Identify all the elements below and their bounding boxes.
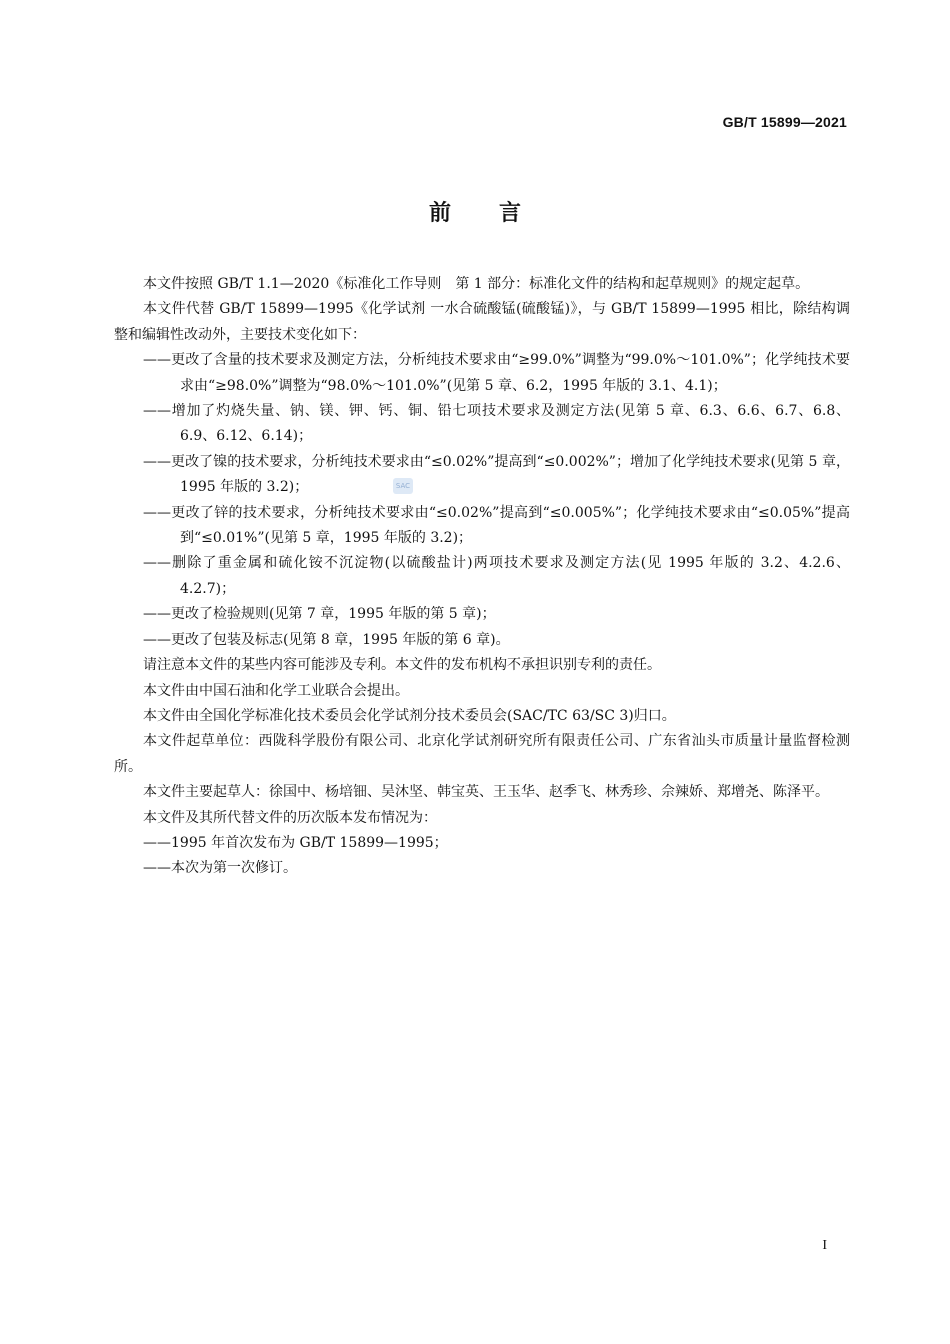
list-item: ——增加了灼烧失量、钠、镁、钾、钙、铜、铅七项技术要求及测定方法(见第 5 章、6.3、6.6、6.7、6.8、6.9、6.12、6.14)； — [143, 403, 850, 445]
list-item: ——更改了锌的技术要求，分析纯技术要求由“≤0.02%”提高到“≤0.005%”；化学纯技术要求由“≤0.05%”提高到“≤0.01%”(见第 5 章，1995 年版的 3.2)； — [143, 504, 850, 547]
sac-watermark-icon: SAC — [393, 478, 413, 494]
page-number: I — [822, 1238, 827, 1253]
list-item: ——本次为第一次修订。 — [143, 860, 297, 877]
paragraph: 本文件由中国石油和化学工业联合会提出。 — [143, 682, 409, 699]
paragraph: 本文件起草单位：西陇科学股份有限公司、北京化学试剂研究所有限责任公司、广东省汕头市质量计量监督检测所。 — [114, 733, 850, 775]
paragraph: 本文件代替 GB/T 15899—1995《化学试剂 一水合硫酸锰(硫酸锰)》，与 GB/T 15899—1995 相比，除结构调整和编辑性改动外，主要技术变化如下： — [114, 301, 850, 343]
paragraph: 本文件及其所代替文件的历次版本发布情况为： — [143, 809, 437, 826]
list-item: ——更改了镍的技术要求，分析纯技术要求由“≤0.02%”提高到“≤0.002%”；增加了化学纯技术要求(见第 5 章，1995 年版的 3.2)； — [143, 453, 850, 496]
list-item: ——1995 年首次发布为 GB/T 15899—1995； — [143, 834, 448, 851]
list-item: ——删除了重金属和硫化铵不沉淀物(以硫酸盐计)两项技术要求及测定方法(见 1995 年版的 3.2、4.2.6、4.2.7)； — [143, 555, 850, 597]
standard-code: GB/T 15899—2021 — [722, 114, 847, 130]
paragraph: 本文件主要起草人：徐国中、杨培钿、吴沐坚、韩宝英、王玉华、赵季飞、林秀珍、佘辣娇、郑增尧、陈泽平。 — [143, 784, 829, 801]
paragraph: 请注意本文件的某些内容可能涉及专利。本文件的发布机构不承担识别专利的责任。 — [143, 657, 661, 674]
foreword-body — [114, 272, 850, 882]
list-item: ——更改了包装及标志(见第 8 章，1995 年版的第 6 章)。 — [143, 631, 510, 648]
paragraph: 本文件由全国化学标准化技术委员会化学试剂分技术委员会(SAC/TC 63/SC 3)归口。 — [143, 707, 676, 724]
page-title: 前言 — [428, 201, 569, 226]
list-item: ——更改了含量的技术要求及测定方法，分析纯技术要求由“≥99.0%”调整为“99.0%～101.0%”；化学纯技术要求由“≥98.0%”调整为“98.0%～101.0%”(见第 5 章、6.2，1995 年版的 3.1、4.1)； — [143, 352, 850, 394]
paragraph: 本文件按照 GB/T 1.1—2020《标准化工作导则 第 1 部分：标准化文件的结构和起草规则》的规定起草。 — [143, 276, 810, 292]
list-item: ——更改了检验规则(见第 7 章，1995 年版的第 5 章)； — [143, 606, 496, 623]
